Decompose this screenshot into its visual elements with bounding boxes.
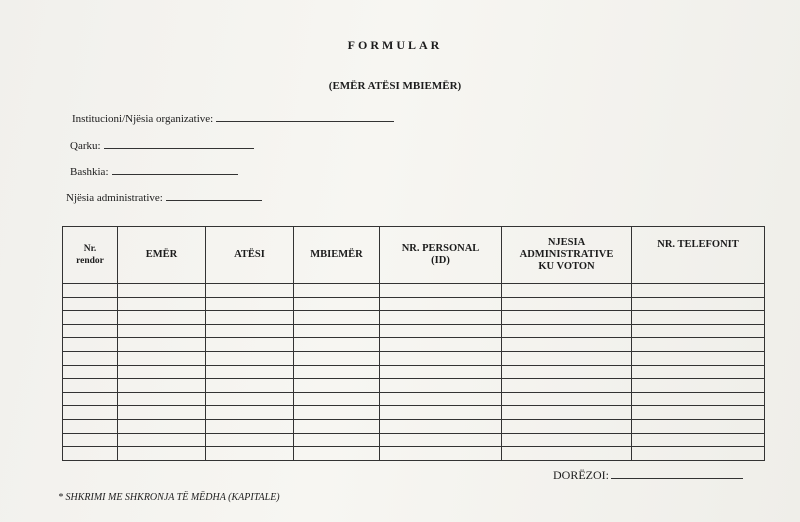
table-cell[interactable] — [118, 406, 206, 420]
table-cell[interactable] — [118, 324, 206, 338]
table-cell[interactable] — [632, 338, 765, 352]
header-atesi: ATËSI — [206, 227, 294, 284]
table-cell[interactable] — [118, 338, 206, 352]
table-cell[interactable] — [63, 406, 118, 420]
table-cell[interactable] — [502, 379, 632, 393]
header-nr-telefonit: NR. TELEFONIT — [632, 227, 765, 284]
table-cell[interactable] — [206, 365, 294, 379]
table-cell[interactable] — [206, 338, 294, 352]
table-cell[interactable] — [206, 392, 294, 406]
table-cell[interactable] — [380, 365, 502, 379]
header-mbiemer: MBIEMËR — [294, 227, 380, 284]
table-cell[interactable] — [294, 406, 380, 420]
field-njesia-line[interactable] — [166, 190, 262, 201]
table-cell[interactable] — [63, 351, 118, 365]
table-cell[interactable] — [63, 392, 118, 406]
table-cell[interactable] — [294, 365, 380, 379]
table-header-row — [63, 227, 765, 284]
table-row — [63, 379, 765, 393]
table-row — [63, 311, 765, 325]
table-cell[interactable] — [632, 311, 765, 325]
table-row — [63, 365, 765, 379]
header-nr-rendor: Nr. rendor — [63, 227, 118, 284]
table-cell[interactable] — [206, 447, 294, 461]
table-cell[interactable] — [502, 338, 632, 352]
table-row — [63, 433, 765, 447]
table-cell[interactable] — [118, 351, 206, 365]
field-institucioni-line[interactable] — [216, 111, 394, 122]
table-cell[interactable] — [632, 324, 765, 338]
table-cell[interactable] — [294, 311, 380, 325]
footnote: * SHKRIMI ME SHKRONJA TË MËDHA (KAPITALE) — [58, 492, 280, 503]
table-cell[interactable] — [118, 284, 206, 298]
table-cell[interactable] — [502, 324, 632, 338]
header-njesia-administrative: NJESIA ADMINISTRATIVE KU VOTON — [502, 227, 632, 284]
field-bashkia-line[interactable] — [112, 164, 238, 175]
table-cell[interactable] — [206, 433, 294, 447]
table-cell[interactable] — [118, 297, 206, 311]
table-cell[interactable] — [380, 392, 502, 406]
table-cell[interactable] — [118, 447, 206, 461]
table-cell[interactable] — [294, 338, 380, 352]
field-njesia-label: Njësia administrative: — [66, 192, 163, 204]
table-cell[interactable] — [632, 365, 765, 379]
table-cell[interactable] — [206, 406, 294, 420]
table-cell[interactable] — [206, 311, 294, 325]
header-emer: EMËR — [118, 227, 206, 284]
field-institucioni — [72, 111, 394, 125]
table-cell[interactable] — [380, 297, 502, 311]
field-bashkia — [70, 164, 238, 178]
table-body — [63, 284, 765, 461]
table-cell[interactable] — [206, 379, 294, 393]
table-cell[interactable] — [502, 365, 632, 379]
signature-label: DORËZOI: — [553, 468, 609, 482]
form-title: FORMULAR — [347, 38, 443, 52]
table-cell[interactable] — [206, 324, 294, 338]
table-cell[interactable] — [294, 379, 380, 393]
table-cell[interactable] — [380, 447, 502, 461]
table-row — [63, 447, 765, 461]
table-cell[interactable] — [294, 297, 380, 311]
signature-line[interactable] — [611, 466, 743, 479]
table-row — [63, 419, 765, 433]
table-cell[interactable] — [502, 392, 632, 406]
table-cell[interactable] — [63, 324, 118, 338]
table-cell[interactable] — [502, 433, 632, 447]
table-cell[interactable] — [206, 419, 294, 433]
table-cell[interactable] — [63, 311, 118, 325]
table-cell[interactable] — [294, 351, 380, 365]
table-cell[interactable] — [632, 351, 765, 365]
table-cell[interactable] — [502, 447, 632, 461]
field-qarku-line[interactable] — [104, 138, 254, 149]
table-cell[interactable] — [63, 433, 118, 447]
table-cell[interactable] — [380, 284, 502, 298]
table-row — [63, 392, 765, 406]
signature-field — [553, 466, 743, 483]
table-cell[interactable] — [502, 406, 632, 420]
table-cell[interactable] — [63, 365, 118, 379]
table-row — [63, 351, 765, 365]
table-row — [63, 284, 765, 298]
table-cell[interactable] — [380, 324, 502, 338]
table-cell[interactable] — [380, 311, 502, 325]
table-cell[interactable] — [632, 379, 765, 393]
table-row — [63, 338, 765, 352]
table-cell[interactable] — [380, 406, 502, 420]
table-cell[interactable] — [63, 297, 118, 311]
data-table — [62, 226, 765, 461]
table-row — [63, 324, 765, 338]
table-cell[interactable] — [380, 433, 502, 447]
header-nr-personal: NR. PERSONAL (ID) — [380, 227, 502, 284]
table-cell[interactable] — [63, 419, 118, 433]
field-qarku-label: Qarku: — [70, 140, 101, 152]
table-cell[interactable] — [380, 379, 502, 393]
table-cell[interactable] — [632, 433, 765, 447]
field-qarku — [70, 138, 254, 152]
table-cell[interactable] — [380, 351, 502, 365]
table-cell[interactable] — [380, 338, 502, 352]
table-cell[interactable] — [206, 297, 294, 311]
table-cell[interactable] — [118, 311, 206, 325]
table-cell[interactable] — [63, 447, 118, 461]
table-cell[interactable] — [206, 351, 294, 365]
table-cell[interactable] — [63, 379, 118, 393]
table-cell[interactable] — [294, 324, 380, 338]
table-cell[interactable] — [502, 351, 632, 365]
table-cell[interactable] — [294, 284, 380, 298]
table-cell[interactable] — [118, 379, 206, 393]
field-njesia-administrative — [66, 190, 262, 204]
table-cell[interactable] — [380, 419, 502, 433]
table-cell[interactable] — [294, 419, 380, 433]
table-cell[interactable] — [502, 297, 632, 311]
table-cell[interactable] — [206, 284, 294, 298]
table-cell[interactable] — [118, 433, 206, 447]
table-cell[interactable] — [632, 297, 765, 311]
table-cell[interactable] — [118, 419, 206, 433]
table-cell[interactable] — [63, 284, 118, 298]
table-cell[interactable] — [294, 433, 380, 447]
table-cell[interactable] — [118, 392, 206, 406]
table-cell[interactable] — [632, 406, 765, 420]
table-cell[interactable] — [632, 284, 765, 298]
table-cell[interactable] — [63, 338, 118, 352]
form-subtitle: (EMËR ATËSI MBIEMËR) — [328, 80, 462, 92]
table-cell[interactable] — [294, 392, 380, 406]
table-cell[interactable] — [118, 365, 206, 379]
field-institucioni-label: Institucioni/Njësia organizative: — [72, 113, 214, 125]
table-cell[interactable] — [632, 447, 765, 461]
table-cell[interactable] — [502, 284, 632, 298]
table-row — [63, 297, 765, 311]
table-cell[interactable] — [632, 419, 765, 433]
field-bashkia-label: Bashkia: — [70, 166, 109, 178]
table-cell[interactable] — [294, 447, 380, 461]
table-row — [63, 406, 765, 420]
table-cell[interactable] — [502, 419, 632, 433]
table-cell[interactable] — [502, 311, 632, 325]
table-cell[interactable] — [632, 392, 765, 406]
